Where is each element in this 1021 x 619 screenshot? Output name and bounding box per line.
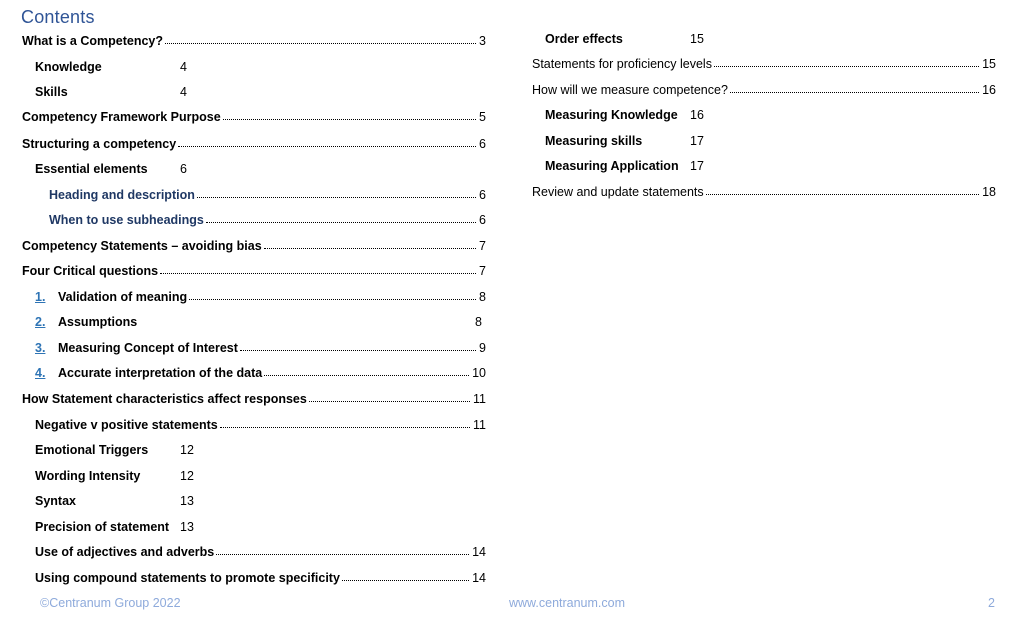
toc-entry[interactable]: Measuring skills 17 (545, 134, 704, 148)
toc-entry[interactable]: 3. Measuring Concept of Interest 9 (35, 339, 486, 357)
toc-entry[interactable]: Negative v positive statements 11 (35, 416, 486, 434)
toc-entry[interactable]: When to use subheadings 6 (49, 211, 486, 229)
toc-entry[interactable]: Measuring Knowledge 16 (545, 108, 704, 122)
dot-leader (206, 210, 476, 223)
list-number-link[interactable]: 3. (35, 341, 46, 355)
toc-entry[interactable]: 1. Validation of meaning 8 (35, 288, 486, 306)
toc-entry[interactable]: Knowledge 4 (35, 60, 187, 74)
toc-entry[interactable]: What is a Competency? 3 (22, 32, 486, 50)
list-number-link[interactable]: 4. (35, 366, 46, 380)
toc-entry[interactable]: 4. Accurate interpretation of the data 10 (35, 364, 486, 382)
dot-leader (178, 134, 476, 147)
toc-entry[interactable]: Using compound statements to promote specificity 14 (35, 569, 486, 587)
dot-leader (160, 261, 476, 274)
toc-entry[interactable]: Competency Statements – avoiding bias 7 (22, 237, 486, 255)
toc-entry[interactable]: Order effects 15 (545, 32, 704, 46)
dot-leader (189, 287, 476, 300)
dot-leader (165, 31, 476, 44)
dot-leader (220, 415, 470, 428)
footer-page-number: 2 (988, 596, 995, 610)
contents-heading: Contents (21, 7, 95, 27)
toc-entry[interactable]: How will we measure competence? 16 (532, 81, 996, 99)
dot-leader (197, 185, 476, 198)
dot-leader (309, 389, 470, 402)
dot-leader (706, 182, 979, 195)
dot-leader (714, 54, 979, 67)
dot-leader (264, 363, 469, 376)
footer-copyright: ©Centranum Group 2022 (40, 596, 181, 610)
dot-leader (342, 568, 469, 581)
toc-entry[interactable]: 2. Assumptions 8 (35, 315, 482, 329)
dot-leader (730, 80, 979, 93)
dot-leader (240, 338, 476, 351)
toc-entry[interactable]: How Statement characteristics affect responses 11 (22, 390, 486, 408)
toc-entry[interactable]: Structuring a competency 6 (22, 135, 486, 153)
toc-entry[interactable]: Statements for proficiency levels 15 (532, 55, 996, 73)
footer-website[interactable]: www.centranum.com (509, 596, 626, 610)
list-number-link[interactable]: 1. (35, 290, 46, 304)
toc-entry[interactable]: Essential elements 6 (35, 162, 187, 176)
toc-entry[interactable]: Skills 4 (35, 85, 187, 99)
dot-leader (223, 107, 476, 120)
toc-entry[interactable]: Emotional Triggers 12 (35, 443, 194, 457)
toc-entry[interactable]: Wording Intensity 12 (35, 469, 194, 483)
toc-entry[interactable]: Use of adjectives and adverbs 14 (35, 543, 486, 561)
toc-entry[interactable]: Competency Framework Purpose 5 (22, 108, 486, 126)
toc-entry[interactable]: Heading and description 6 (49, 186, 486, 204)
toc-entry[interactable]: Measuring Application 17 (545, 159, 704, 173)
dot-leader (264, 236, 476, 249)
dot-leader (216, 542, 469, 555)
toc-entry[interactable]: Syntax 13 (35, 494, 194, 508)
toc-entry[interactable]: Precision of statement 13 (35, 520, 194, 534)
toc-entry[interactable]: Four Critical questions 7 (22, 262, 486, 280)
list-number-link[interactable]: 2. (35, 315, 46, 329)
toc-entry[interactable]: Review and update statements 18 (532, 183, 996, 201)
